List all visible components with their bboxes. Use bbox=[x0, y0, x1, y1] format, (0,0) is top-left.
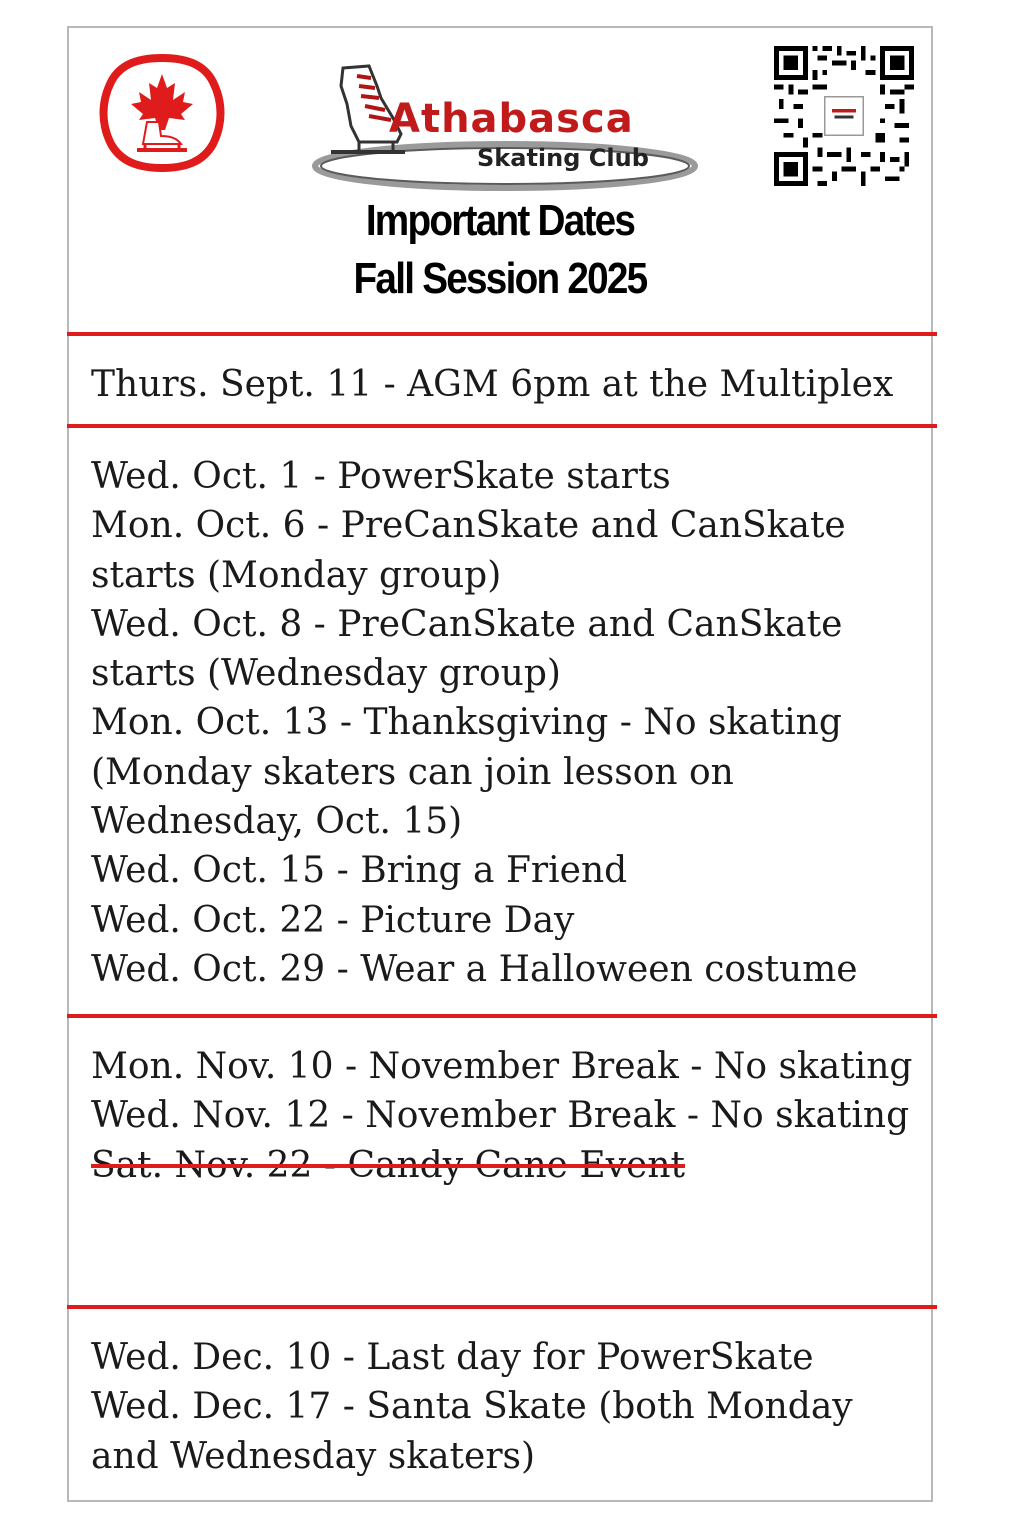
list-item: Thurs. Sept. 11 - AGM 6pm at the Multiplex bbox=[91, 364, 894, 405]
list-item: Wed. Dec. 17 - Santa Skate (both Monday and Wednesday skaters) bbox=[91, 1386, 853, 1477]
list-item: Wed. Oct. 1 - PowerSkate starts bbox=[91, 456, 671, 497]
title-line-1: Important Dates bbox=[365, 196, 635, 245]
cancelled-list-item: Sat. Nov. 22 - Candy Cane Event bbox=[91, 1144, 685, 1186]
list-item: Wed. Oct. 15 - Bring a Friend bbox=[91, 850, 628, 892]
header bbox=[69, 28, 931, 334]
qr-code-icon[interactable] bbox=[774, 46, 914, 186]
divider-1 bbox=[67, 332, 937, 336]
list-item: Wed. Nov. 12 - November Break - No skating bbox=[91, 1095, 910, 1137]
list-item: Mon. Oct. 6 - PreCanSkate and CanSkate starts (Monday group) bbox=[91, 505, 846, 596]
section-october bbox=[91, 452, 921, 994]
club-name: Athabasca bbox=[389, 96, 634, 142]
section-november bbox=[91, 1042, 921, 1190]
list-item: Wed. Oct. 8 - PreCanSkate and CanSkate starts (Wednesday group) bbox=[91, 603, 843, 695]
list-item: Wed. Oct. 22 - Picture Day bbox=[91, 899, 575, 941]
club-logo bbox=[307, 56, 702, 206]
divider-2 bbox=[67, 424, 937, 428]
skate-canada-logo-icon bbox=[97, 52, 227, 172]
section-december bbox=[91, 1333, 921, 1481]
title-line-2: Fall Session 2025 bbox=[353, 254, 647, 303]
divider-3 bbox=[67, 1014, 937, 1018]
list-item: Mon. Nov. 10 - November Break - No skating bbox=[91, 1046, 913, 1087]
list-item: Wed. Oct. 29 - Wear a Halloween costume bbox=[91, 948, 858, 990]
list-item: Mon. Oct. 13 - Thanksgiving - No skating (Monday skaters can join lesson on Wednesday, Oct. 15) bbox=[91, 702, 842, 843]
section-september bbox=[91, 360, 921, 409]
list-item: Wed. Dec. 10 - Last day for PowerSkate bbox=[91, 1337, 814, 1378]
divider-4 bbox=[67, 1305, 937, 1309]
schedule-card bbox=[67, 26, 933, 1502]
club-subtitle: Skating Club bbox=[477, 144, 649, 172]
